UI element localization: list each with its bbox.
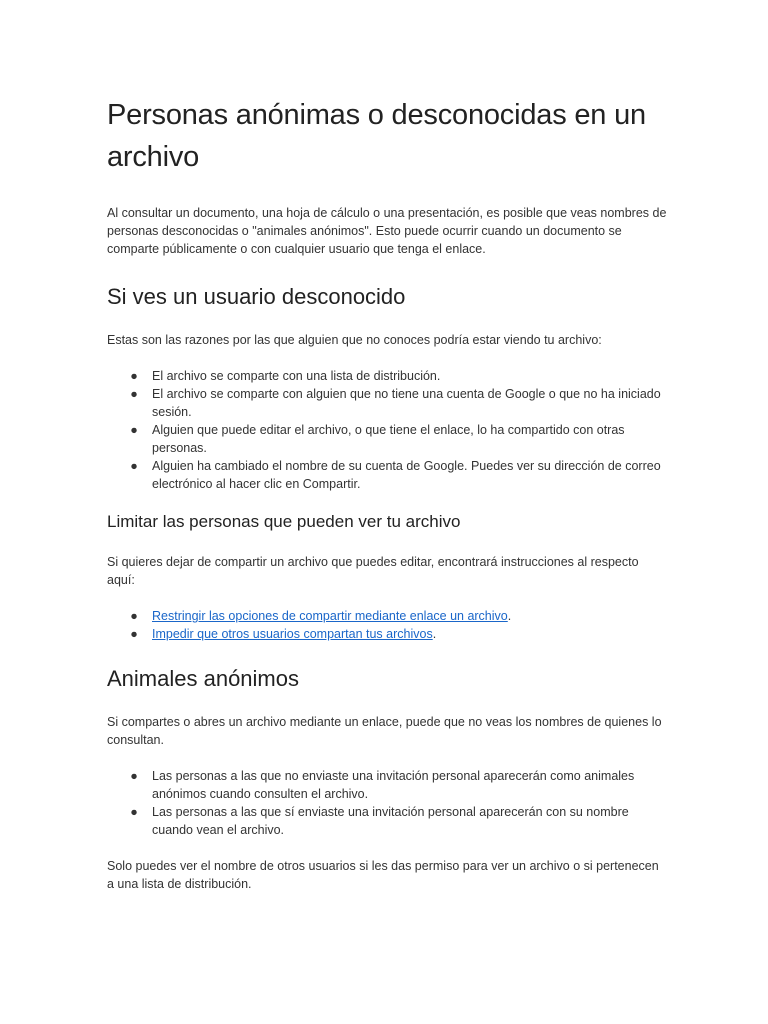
bullet-icon: ● <box>130 609 138 623</box>
list-item: ● El archivo se comparte con una lista de distribución. <box>130 369 441 383</box>
restrict-link-sharing-link[interactable]: Restringir las opciones de compartir mediante enlace un archivo <box>152 609 508 623</box>
bullet-icon: ● <box>130 387 138 401</box>
list-item: ● El archivo se comparte con alguien que no tiene una cuenta de Google o que no ha iniciado sesión. <box>130 387 661 419</box>
heading-anonymous-animals: Animales anónimos <box>107 666 299 691</box>
anonymous-animals-list <box>107 767 667 839</box>
bullet-icon: ● <box>130 805 138 819</box>
heading-limit-viewers: Limitar las personas que pueden ver tu archivo <box>107 512 461 531</box>
closing-paragraph: Solo puedes ver el nombre de otros usuarios si les das permiso para ver un archivo o si pertenecen a una lista de distribución. <box>107 859 659 891</box>
limit-viewers-links-list <box>107 607 667 643</box>
unknown-user-lead: Estas son las razones por las que alguien que no conoces podría estar viendo tu archivo: <box>107 333 602 347</box>
heading-unknown-user: Si ves un usuario desconocido <box>107 284 406 309</box>
list-item: ● Restringir las opciones de compartir mediante enlace un archivo. <box>130 609 512 623</box>
bullet-icon: ● <box>130 423 138 437</box>
list-item: ● Las personas a las que sí enviaste una invitación personal aparecerán con su nombre cuando vean el archivo. <box>130 805 629 837</box>
page-title: Personas anónimas o desconocidas en un archivo <box>107 99 646 173</box>
anonymous-animals-lead: Si compartes o abres un archivo mediante un enlace, puede que no veas los nombres de quienes lo consultan. <box>107 715 662 747</box>
list-item: ● Alguien que puede editar el archivo, o que tiene el enlace, lo ha compartido con otras personas. <box>130 423 625 455</box>
list-item: ● Alguien ha cambiado el nombre de su cuenta de Google. Puedes ver su dirección de correo electrónico al hacer clic en Compartir. <box>130 459 661 491</box>
bullet-icon: ● <box>130 769 138 783</box>
intro-paragraph: Al consultar un documento, una hoja de cálculo o una presentación, es posible que veas nombres de personas desconocidas o "animales anónimos". Esto puede ocurrir cuando un documento se comparte públicamente o con cualquier usuario que tenga el enlace. <box>107 206 667 256</box>
limit-viewers-lead: Si quieres dejar de compartir un archivo que puedes editar, encontrará instrucciones al respecto aquí: <box>107 555 639 587</box>
bullet-icon: ● <box>130 369 138 383</box>
list-item: ● Las personas a las que no enviaste una invitación personal aparecerán como animales anónimos cuando consulten el archivo. <box>130 769 635 801</box>
list-item: ● Impedir que otros usuarios compartan tus archivos. <box>130 627 437 641</box>
bullet-icon: ● <box>130 627 138 641</box>
bullet-icon: ● <box>130 459 138 473</box>
prevent-resharing-link[interactable]: Impedir que otros usuarios compartan tus archivos <box>152 627 433 641</box>
unknown-user-reasons-list <box>107 367 667 493</box>
document-page <box>107 94 667 893</box>
